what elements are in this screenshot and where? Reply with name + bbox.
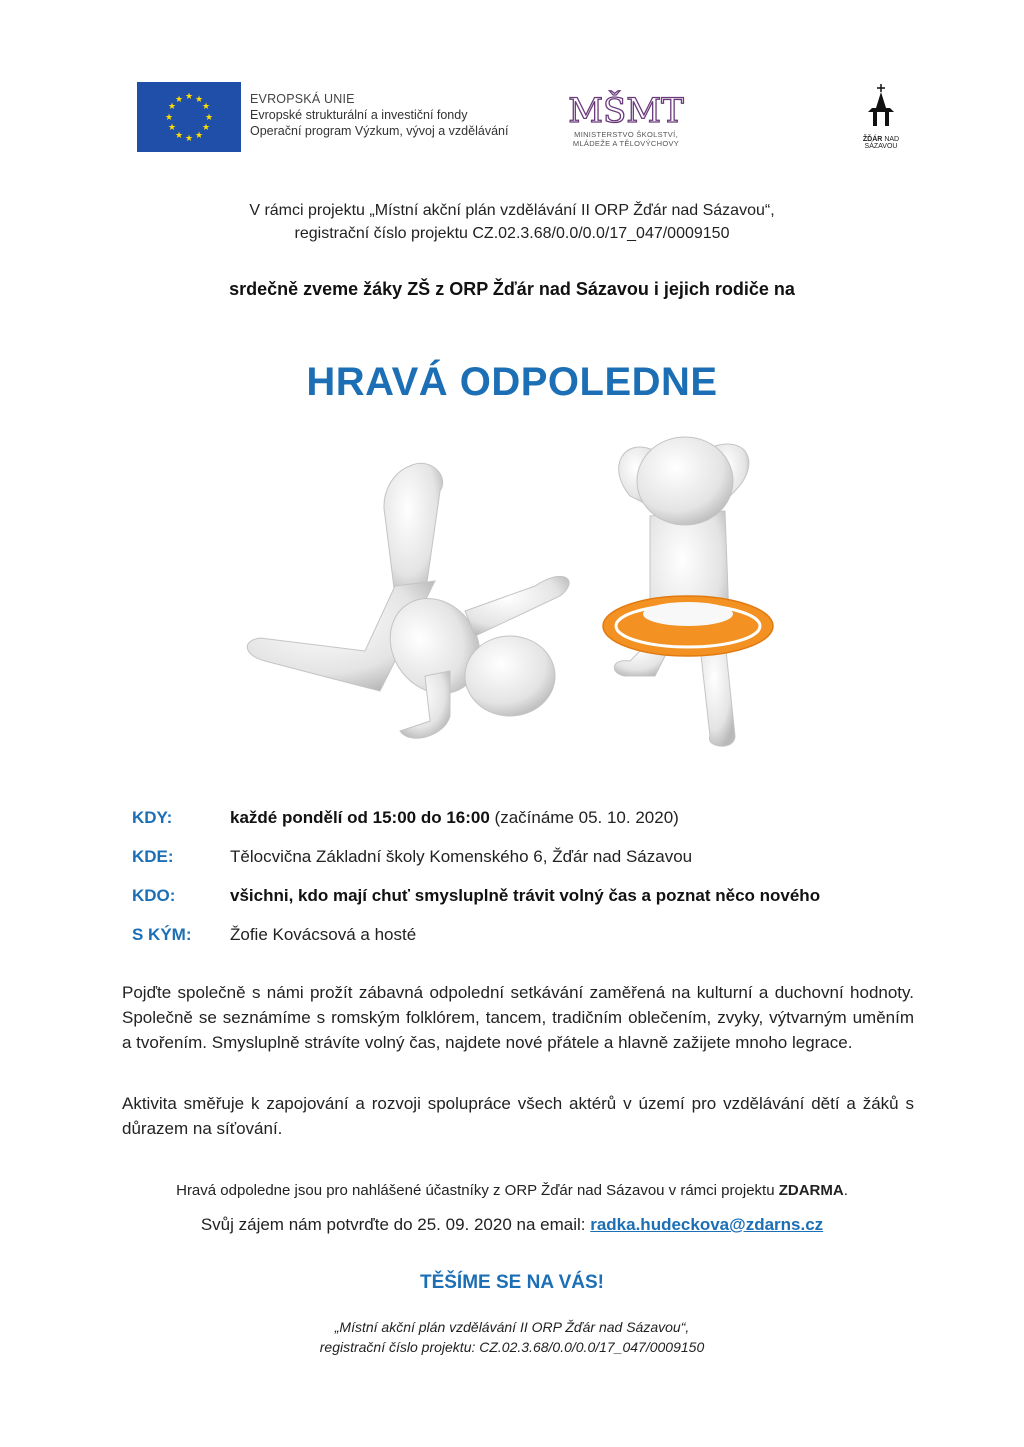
- msmt-line-1: MINISTERSTVO ŠKOLSTVÍ,: [574, 130, 678, 139]
- detail-when: [132, 808, 922, 832]
- description-paragraph-1: Pojďte společně s námi prožít zábavná odpolední setkávání zaměřená na kulturní a duchovní hodnoty. Společně se seznámíme s romským folklórem, tancem, tradičním oblečením, zvyky, výtvarným uměním a tvořením. Smysluplně strávíte volný čas, najdete nové přátele a hlavně zažijete mnoho legrace.: [122, 983, 914, 1052]
- description-paragraph-2: Aktivita směřuje k zapojování a rozvoji spolupráce všech aktérů v území pro vzdělávání dětí a žáků s důrazem na síťování.: [122, 1094, 914, 1138]
- handstand-figure-illustration: [235, 446, 590, 756]
- closing-line: TĚŠÍME SE NA VÁS!: [419, 1272, 605, 1293]
- footer-line-2: registrační číslo projektu: CZ.02.3.68/0.0/0.0/17_047/0009150: [319, 1339, 705, 1355]
- svg-text:★: ★: [204, 113, 214, 123]
- when-value-rest: (začínáme 05. 10. 2020): [489, 808, 679, 827]
- zdar-logo: [846, 82, 916, 148]
- detail-where: [132, 847, 922, 871]
- intro-text: [0, 199, 1024, 245]
- zdar-bold: ŽĎÁR: [862, 136, 883, 143]
- eu-flag-logo: [137, 82, 241, 152]
- free-note: [0, 1182, 1024, 1199]
- page-title: HRAVÁ ODPOLEDNE: [306, 360, 718, 404]
- eu-stars-icon: [137, 82, 241, 152]
- msmt-mark-icon: [556, 82, 696, 130]
- detail-with-whom: [132, 925, 922, 949]
- svg-text:★: ★: [201, 102, 211, 112]
- invitation-line: srdečně zveme žáky ZŠ z ORP Žďár nad Sázavou i jejich rodiče na: [229, 279, 795, 299]
- svg-text:★: ★: [174, 131, 184, 141]
- free-note-text: Hravá odpoledne jsou pro nahlášené účastníky z ORP Žďár nad Sázavou v rámci projektu: [176, 1182, 779, 1199]
- who-label: KDO:: [132, 886, 176, 905]
- free-note-end: .: [843, 1182, 848, 1199]
- detail-who: [132, 886, 922, 910]
- where-value: Tělocvična Základní školy Komenského 6, Žďár nad Sázavou: [230, 847, 693, 866]
- with-whom-value: Žofie Kovácsová a hosté: [230, 925, 417, 944]
- eu-line-3: Operační program Výzkum, vývoj a vzdělávání: [250, 124, 509, 138]
- svg-text:★: ★: [184, 92, 194, 102]
- church-tower-icon: [846, 82, 916, 134]
- intro-line-2: registrační číslo projektu CZ.02.3.68/0.0/0.0/17_047/0009150: [294, 225, 730, 242]
- msmt-logo: [556, 82, 696, 154]
- svg-text:★: ★: [174, 95, 184, 105]
- confirm-line: [0, 1215, 1024, 1235]
- footer: [0, 1317, 1024, 1357]
- where-label: KDE:: [132, 847, 174, 866]
- intro-line-1: V rámci projektu „Místní akční plán vzdělávání II ORP Žďár nad Sázavou“,: [249, 202, 775, 219]
- free-note-bold: ZDARMA: [778, 1182, 844, 1199]
- email-link[interactable]: radka.hudeckova@zdarns.cz: [590, 1215, 824, 1234]
- when-label: KDY:: [132, 808, 173, 827]
- eu-logo-text: [250, 91, 508, 139]
- eu-line-2: Evropské strukturální a investiční fondy: [250, 108, 468, 122]
- svg-text:★: ★: [194, 131, 204, 141]
- footer-line-1: „Místní akční plán vzdělávání II ORP Žďár nad Sázavou“,: [334, 1319, 690, 1335]
- eu-line-1: EVROPSKÁ UNIE: [250, 92, 355, 106]
- when-value-bold: každé pondělí od 15:00 do 16:00: [230, 808, 490, 827]
- svg-text:★: ★: [201, 123, 211, 133]
- zdar-rest: NAD SÁZAVOU: [864, 136, 900, 150]
- svg-text:★: ★: [167, 102, 177, 112]
- svg-text:★: ★: [184, 134, 194, 144]
- svg-text:★: ★: [194, 95, 204, 105]
- svg-text:★: ★: [167, 123, 177, 133]
- with-whom-label: S KÝM:: [132, 925, 192, 944]
- dancing-figure-illustration: [585, 436, 785, 756]
- svg-text:★: ★: [164, 113, 174, 123]
- who-value: všichni, kdo mají chuť smysluplně trávit volný čas a poznat něco nového: [230, 886, 821, 905]
- msmt-mark: MŠMT: [568, 91, 684, 130]
- msmt-line-2: MLÁDEŽE A TĚLOVÝCHOVY: [572, 139, 680, 148]
- confirm-text: Svůj zájem nám potvrďte do 25. 09. 2020 na email:: [200, 1215, 591, 1234]
